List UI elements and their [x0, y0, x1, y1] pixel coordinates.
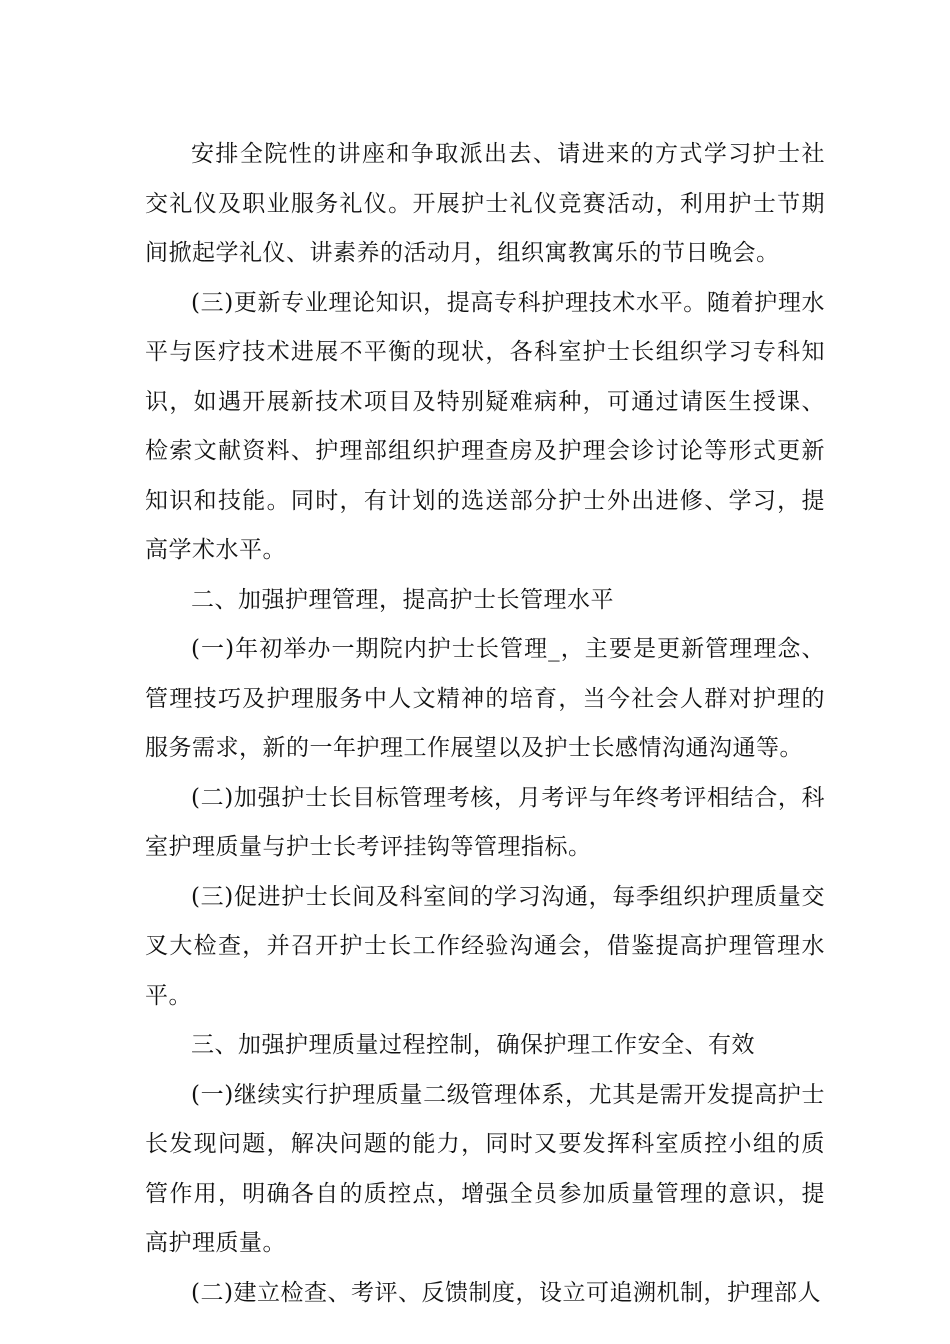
- paragraph: (一)年初举办一期院内护士长管理_，主要是更新管理理念、管理技巧及护理服务中人文精神的培育，当今社会人群对护理的服务需求，新的一年护理工作展望以及护士长感情沟通沟通等。: [145, 636, 825, 761]
- section-heading: 三、加强护理质量过程控制，确保护理工作安全、有效: [191, 1032, 755, 1058]
- paragraph: (二)建立检查、考评、反馈制度，设立可追溯机制，护理部人: [191, 1279, 821, 1306]
- paragraph: (三)更新专业理论知识，提高专科护理技术水平。随着护理水平与医疗技术进展不平衡的现状，各科室护士长组织学习专科知识，如遇开展新技术项目及特别疑难病种，可通过请医生授课、检索文献资料、护理部组织护理查房及护理会诊讨论等形式更新知识和技能。同时，有计划的选送部分护士外出进修、学习，提高学术水平。: [145, 289, 825, 563]
- paragraph: (二)加强护士长目标管理考核，月考评与年终考评相结合，科室护理质量与护士长考评挂钩等管理指标。: [145, 784, 825, 860]
- document-body: [145, 130, 825, 1318]
- section-heading: 二、加强护理管理，提高护士长管理水平: [191, 586, 614, 613]
- paragraph: (三)促进护士长间及科室间的学习沟通，每季组织护理质量交叉大检查，并召开护士长工作经验沟通会，借鉴提高护理管理水平。: [145, 883, 825, 1009]
- paragraph: 安排全院性的讲座和争取派出去、请进来的方式学习护士社交礼仪及职业服务礼仪。开展护士礼仪竞赛活动，利用护士节期间掀起学礼仪、讲素养的活动月，组织寓教寓乐的节日晚会。: [145, 141, 825, 266]
- paragraph: (一)继续实行护理质量二级管理体系，尤其是需开发提高护士长发现问题，解决问题的能力，同时又要发挥科室质控小组的质管作用，明确各自的质控点，增强全员参加质量管理的意识，提高护理质量。: [145, 1081, 825, 1256]
